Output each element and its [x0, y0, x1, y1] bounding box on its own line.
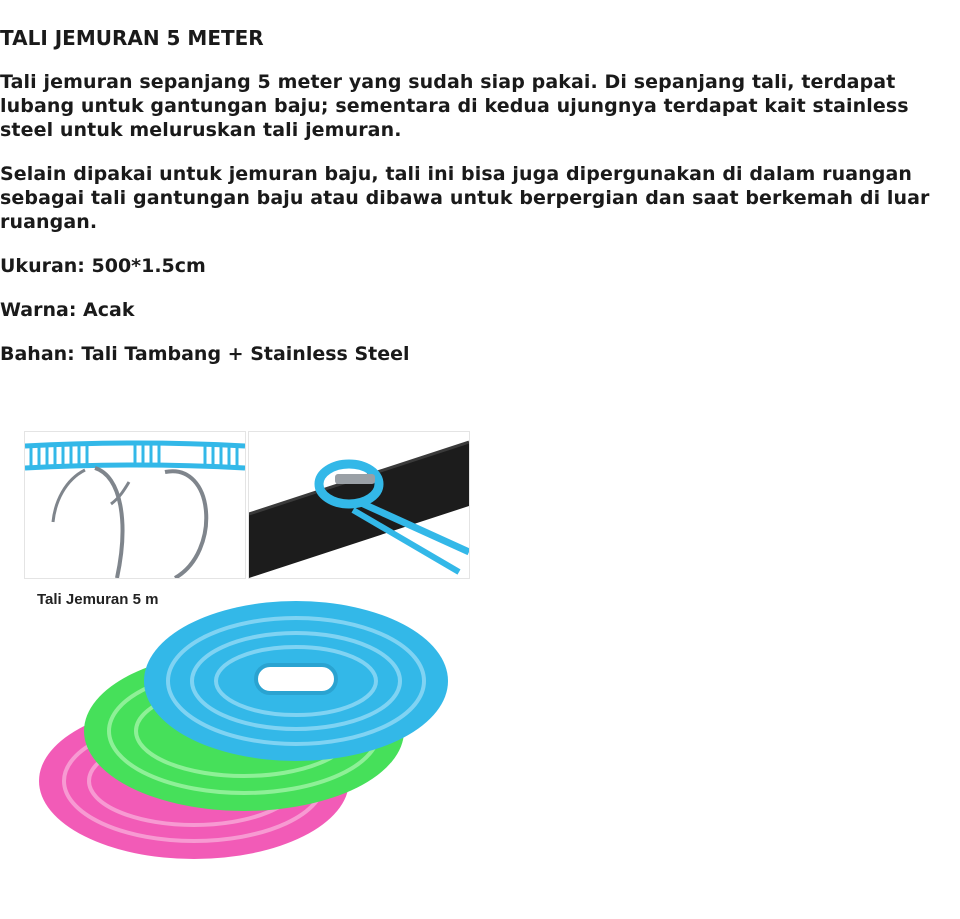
spec-size: Ukuran: 500*1.5cm	[0, 255, 206, 277]
description-paragraph-2: Selain dipakai untuk jemuran baju, tali ini bisa juga dipergunakan di dalam ruangan sebagai tali gantungan baju atau dibawa untuk berpergian dan saat berkemah di luar ruangan.	[0, 163, 930, 233]
product-title: TALI JEMURAN 5 METER	[0, 26, 264, 50]
figure-caption: Tali Jemuran 5 m	[37, 591, 159, 608]
blue-rope-coil	[144, 601, 448, 761]
spec-color: Warna: Acak	[0, 299, 135, 321]
hook-shape	[95, 468, 122, 578]
spec-material: Bahan: Tali Tambang + Stainless Steel	[0, 343, 410, 365]
product-image	[24, 431, 470, 871]
rope-on-pole-photo	[248, 431, 470, 579]
description-paragraph-1: Tali jemuran sepanjang 5 meter yang sudah siap pakai. Di sepanjang tali, terdapat lubang untuk gantungan baju; sementara di kedua ujungnya terdapat kait stainless steel untuk meluruskan tali jemuran.	[0, 71, 909, 141]
rope-coils	[24, 581, 470, 871]
rope-hooks-photo	[24, 431, 246, 579]
